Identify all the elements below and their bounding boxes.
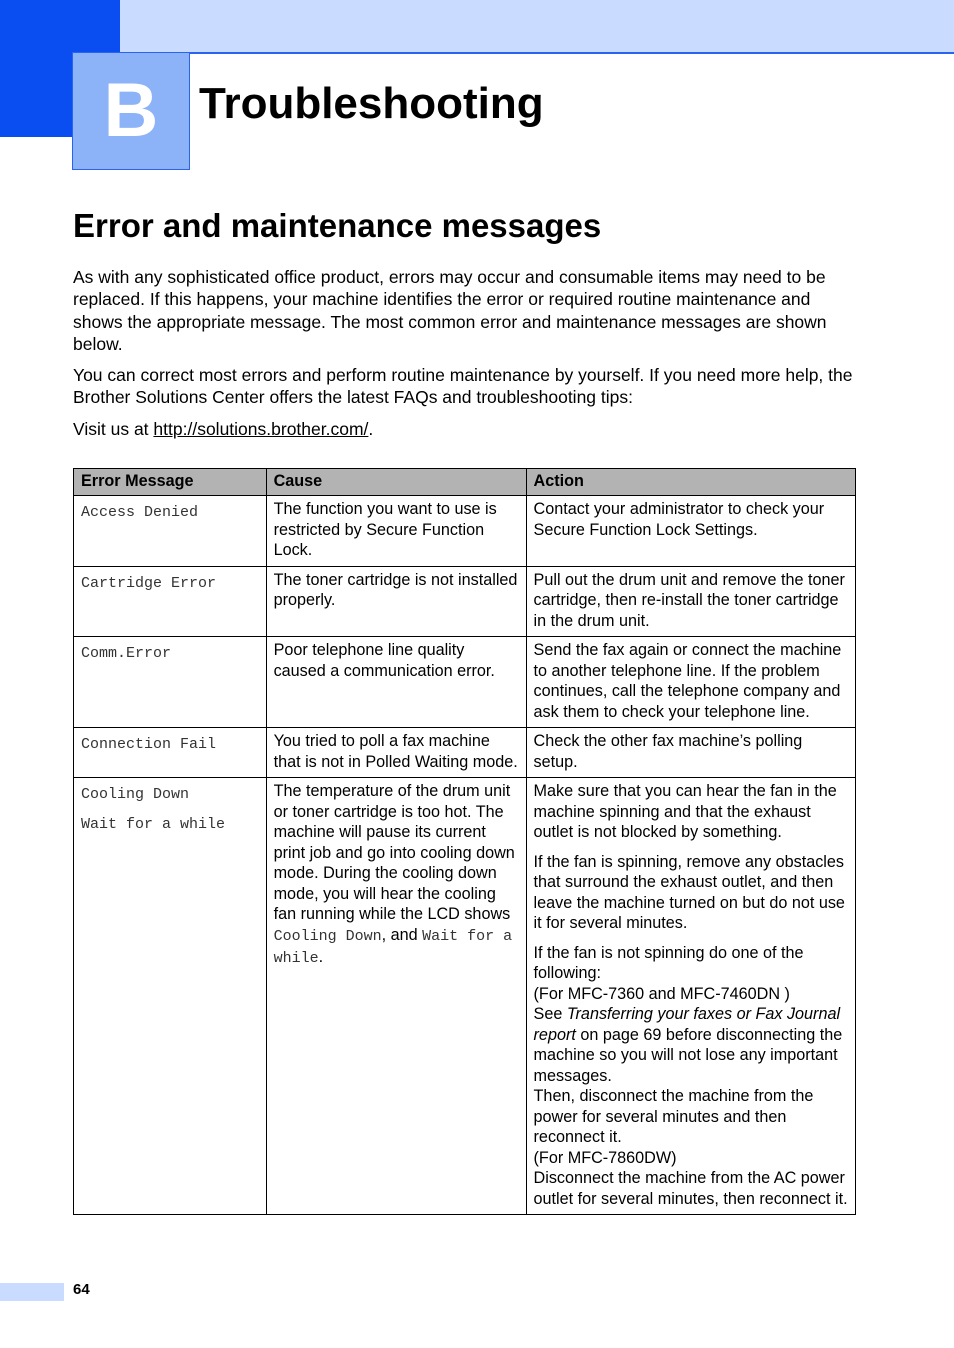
error-message-cell: Connection Fail xyxy=(74,728,267,778)
action-see-reference xyxy=(534,1004,849,1086)
action-cell: Pull out the drum unit and remove the toner cartridge, then re-install the toner cartridge in the drum unit. xyxy=(526,566,855,637)
action-cell: Send the fax again or connect the machine to another telephone line. If the problem continues, call the telephone company and ask them to check your telephone line. xyxy=(526,637,855,728)
cause-cell: The function you want to use is restricted by Secure Function Lock. xyxy=(266,496,526,567)
column-header-error-message: Error Message xyxy=(74,469,267,496)
action-cell xyxy=(526,778,855,1215)
cause-lcd-text-2: Wait for a while xyxy=(273,927,513,967)
table-row xyxy=(74,637,856,728)
intro-paragraph-2: You can correct most errors and perform routine maintenance by yourself. If you need more help, the Brother Solutions Center offers the latest FAQs and troubleshooting tips: xyxy=(73,365,853,408)
error-messages-table xyxy=(73,468,856,1215)
error-message-cell xyxy=(74,778,267,1215)
action-disconnect-1: Then, disconnect the machine from the power for several minutes and then reconnect it. xyxy=(533,1087,814,1146)
table-row xyxy=(74,728,856,778)
action-paragraph-2: If the fan is spinning, remove any obstacles that surround the exhaust outlet, and then leave the machine turned on but do not use it for several minutes. xyxy=(533,852,845,932)
action-disconnect-2: Disconnect the machine from the AC power outlet for several minutes, then reconnect it. xyxy=(533,1169,848,1208)
reference-title: Transferring your faxes or Fax Journal report xyxy=(533,1005,841,1044)
chapter-title: Troubleshooting xyxy=(199,79,544,128)
error-message-cell: Access Denied xyxy=(74,496,267,567)
table-header-row xyxy=(74,469,856,496)
appendix-letter-badge: B xyxy=(72,52,190,170)
cause-lcd-text-1: Cooling Down xyxy=(273,927,382,945)
cause-cell: The toner cartridge is not installed properly. xyxy=(266,566,526,637)
table-row xyxy=(74,778,856,1215)
visit-line xyxy=(73,418,863,440)
action-model-note-2: (For MFC-7860DW) xyxy=(533,1148,677,1167)
visit-prefix: Visit us at xyxy=(73,419,154,439)
column-header-action: Action xyxy=(526,469,855,496)
cause-text: The temperature of the drum unit or toner cartridge is too hot. The machine will pause its current print job and go into cooling down mode. During the cooling down mode, you will hear the cooling fan running while the LCD shows xyxy=(273,782,515,923)
section-title: Error and maintenance messages xyxy=(73,207,602,244)
solutions-center-link[interactable]: http://solutions.brother.com/ xyxy=(153,419,369,439)
table-row xyxy=(74,496,856,567)
action-paragraph-1: Make sure that you can hear the fan in the machine spinning and that the exhaust outlet is not blocked by something. xyxy=(533,782,837,841)
page-number: 64 xyxy=(73,1281,90,1298)
page-number-tab xyxy=(0,1283,64,1301)
cause-and: , and xyxy=(381,925,423,944)
cause-cell xyxy=(266,778,526,1215)
visit-suffix: . xyxy=(368,419,374,439)
error-message-cell: Cartridge Error xyxy=(74,566,267,637)
reference-rest: on page 69 before disconnecting the machine so you will not lose any important messages. xyxy=(533,1025,843,1085)
intro-paragraph-1: As with any sophisticated office product, errors may occur and consumable items may need to be replaced. If this happens, your machine identifies the error or required routine maintenance and shows the appropriate message. The most common error and maintenance messages are shown below. xyxy=(73,267,827,354)
see-prefix: See xyxy=(533,1005,567,1023)
table-row xyxy=(74,566,856,637)
action-cell: Contact your administrator to check your Secure Function Lock Settings. xyxy=(526,496,855,567)
action-cell: Check the other fax machine’s polling setup. xyxy=(526,728,855,778)
action-paragraph-3: If the fan is not spinning do one of the following: xyxy=(533,943,804,982)
error-message-cell: Comm.Error xyxy=(74,637,267,728)
cause-cell: You tried to poll a fax machine that is not in Polled Waiting mode. xyxy=(266,728,526,778)
cause-end: . xyxy=(318,948,324,966)
error-message-line-2: Wait for a while xyxy=(81,815,226,833)
header-band xyxy=(120,0,954,54)
cause-cell: Poor telephone line quality caused a communication error. xyxy=(266,637,526,728)
action-model-note-1: (For MFC-7360 and MFC-7460DN ) xyxy=(533,984,790,1003)
column-header-cause: Cause xyxy=(266,469,526,496)
error-message-line-1: Cooling Down xyxy=(81,786,190,803)
